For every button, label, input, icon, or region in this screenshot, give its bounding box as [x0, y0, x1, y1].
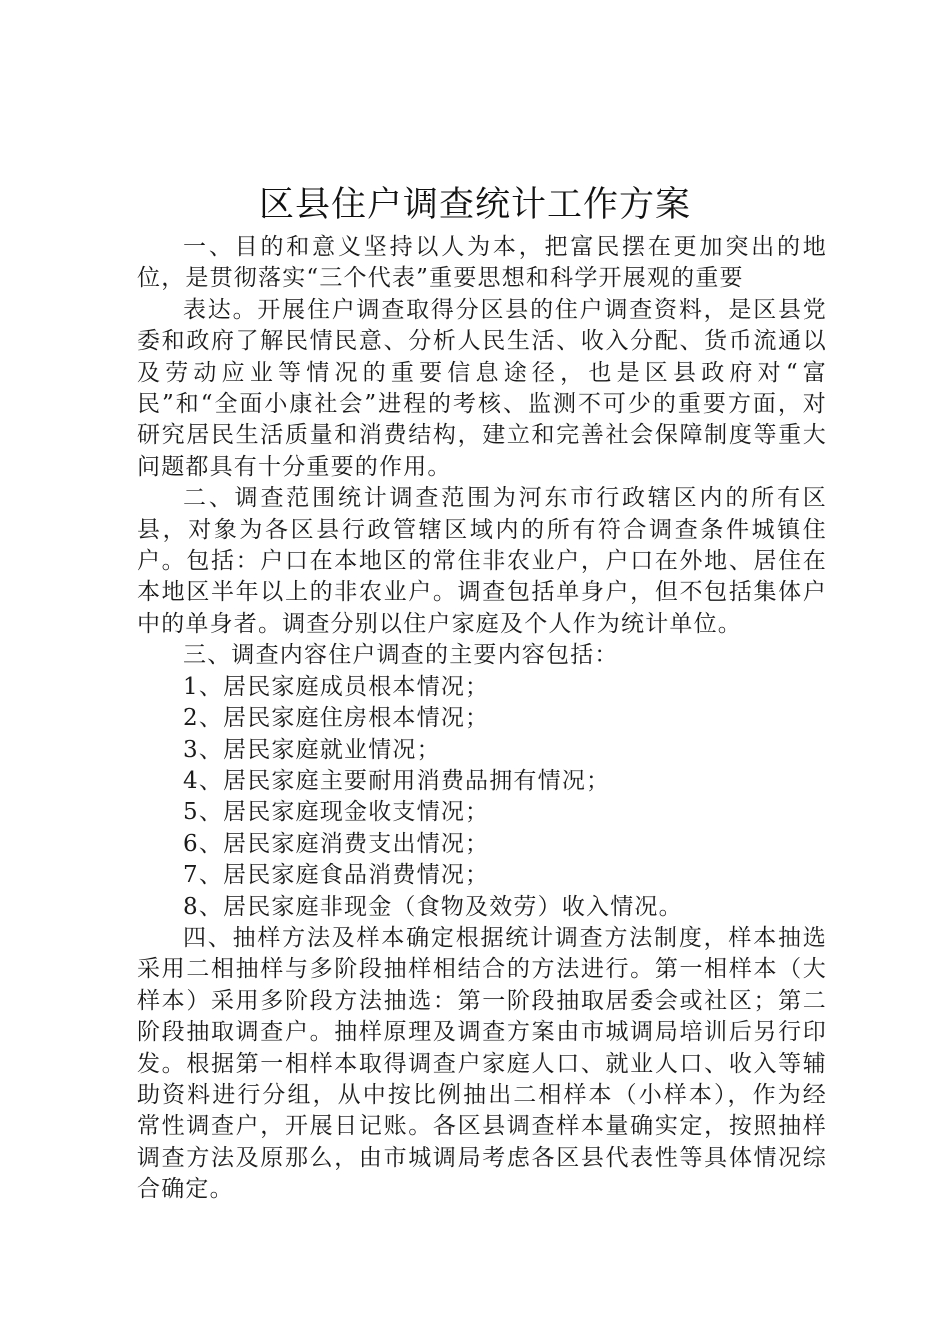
list-item: 2、居民家庭住房根本情况；: [183, 705, 490, 732]
section-scope-paragraph: 二、调查范围统计调查范围为河东市行政辖区内的所有区县，对象为各区县行政管辖区域内的所有符合调查条件城镇住户。包括：户口在本地区的常住非农业户，户口在外地、居住在本地区半年以上的非农业户。调查包括单身户，但不包括集体户中的单身者。调查分别以住户家庭及个人作为统计单位。: [137, 485, 827, 637]
section-content-heading: 三、调查内容住户调查的主要内容包括：: [183, 642, 619, 669]
list-item: 1、居民家庭成员根本情况；: [183, 673, 490, 700]
document-title: 区县住户调查统计工作方案: [258, 185, 691, 225]
list-item: 3、居民家庭就业情况；: [183, 736, 441, 763]
list-item: 6、居民家庭消费支出情况；: [183, 830, 490, 857]
section-sampling-paragraph: 四、抽样方法及样本确定根据统计调查方法制度，样本抽选采用二相抽样与多阶段抽样相结合的方法进行。第一相样本（大样本）采用多阶段方法抽选：第一阶段抽取居委会或社区；第二阶段抽取调查户。抽样原理及调查方案由市城调局培训后另行印发。根据第一相样本取得调查户家庭人口、就业人口、收入等辅助资料进行分组，从中按比例抽出二相样本（小样本），作为经常性调查户，开展日记账。各区县调查样本量确实定，按照抽样调查方法及原那么，由市城调局考虑各区县代表性等具体情况综合确定。: [137, 924, 827, 1203]
content-item-list: [137, 672, 827, 923]
section-purpose-continuation: 表达。开展住户调查取得分区县的住户调查资料，是区县党委和政府了解民情民意、分析人民生活、收入分配、货币流通以及劳动应业等情况的重要信息途径，也是区县政府对“富民”和“全面小康社会”进程的考核、监测不可少的重要方面，对研究居民生活质量和消费结构，建立和完善社会保障制度等重大问题都具有十分重要的作用。: [137, 296, 827, 480]
list-item: 7、居民家庭食品消费情况；: [183, 862, 490, 889]
list-item: 5、居民家庭现金收支情况；: [183, 799, 490, 826]
section-purpose-paragraph: 一、目的和意义坚持以人为本，把富民摆在更加突出的地位，是贯彻落实“三个代表”重要思想和科学开展观的重要: [137, 234, 827, 292]
document-body: [137, 232, 827, 1206]
list-item: 8、居民家庭非现金（食物及效劳）收入情况。: [183, 893, 683, 920]
list-item: 4、居民家庭主要耐用消费品拥有情况；: [183, 767, 611, 794]
